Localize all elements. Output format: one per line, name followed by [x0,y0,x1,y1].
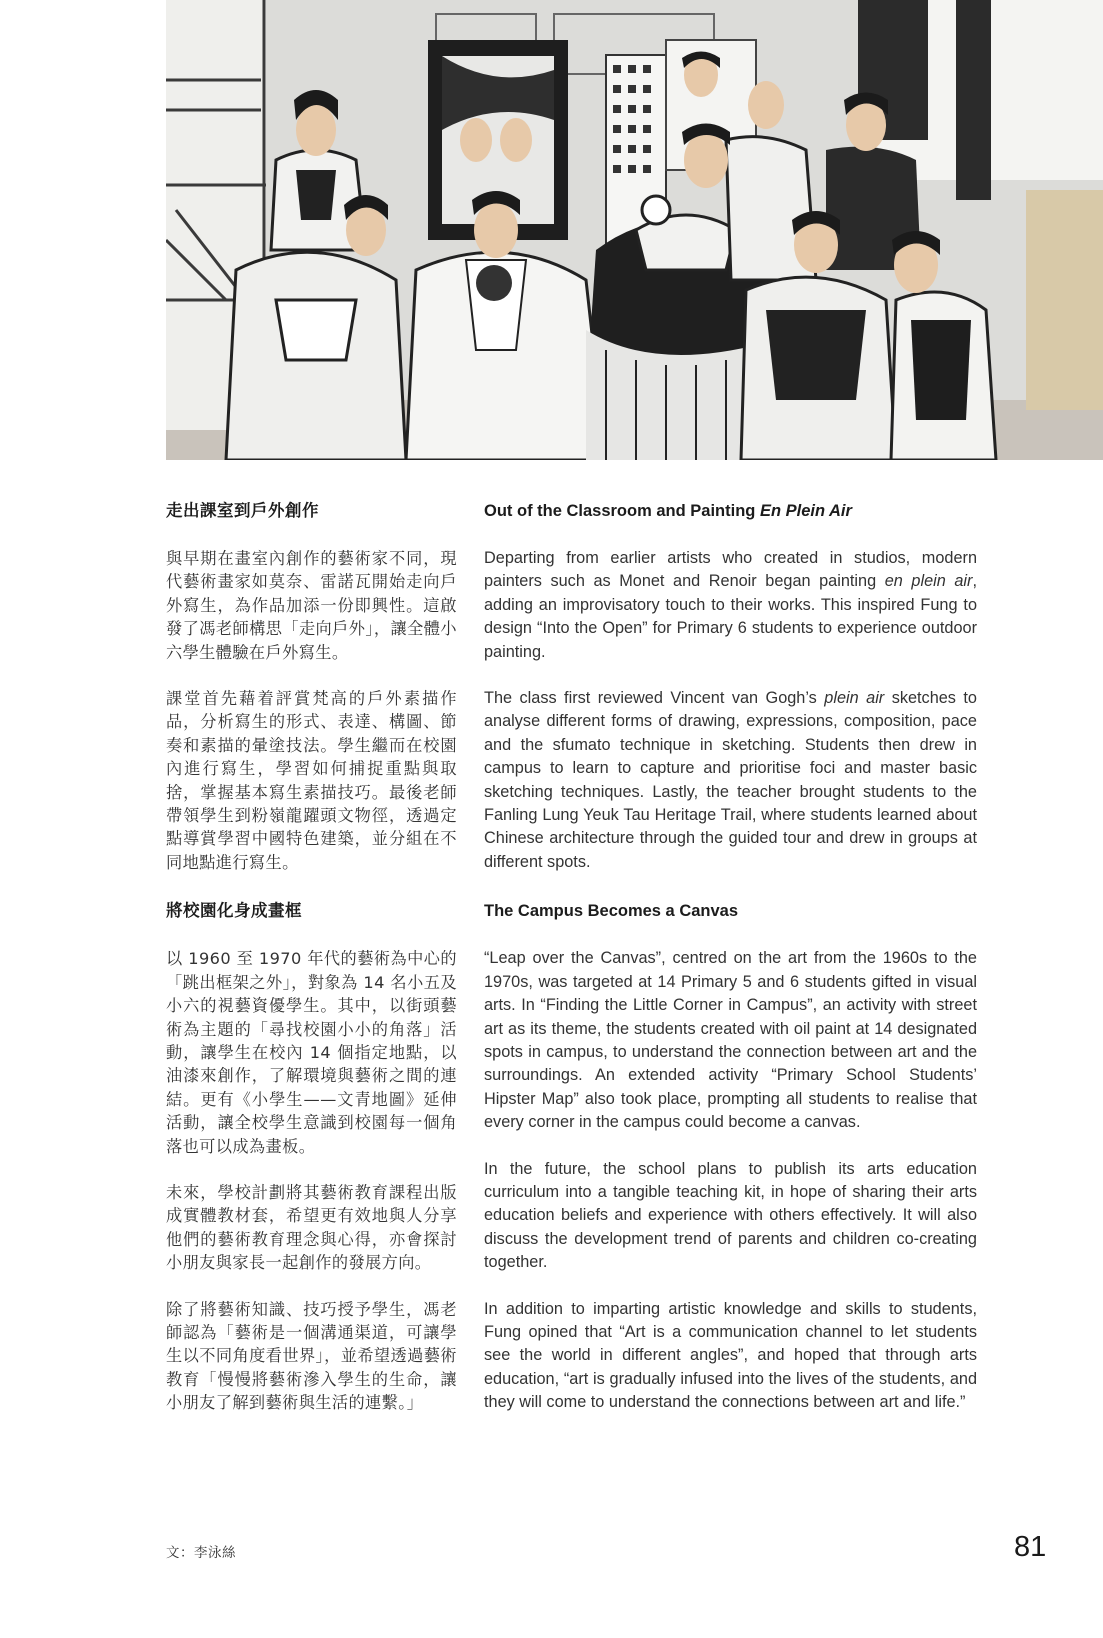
en-paragraph-1-c: , adding an improvisatory touch to their works. This inspired Fung to design “Into the Open” for Primary 6 students to experience outdoor painting. [484,572,977,661]
zh-paragraph-1: 與早期在畫室內創作的藝術家不同，現代藝術畫家如莫奈、雷諾瓦開始走向戶外寫生，為作品加添一份即興性。這啟發了馮老師構思「走向戶外」，讓全體小六學生體驗在戶外寫生。 [166,549,457,662]
en-paragraph-2 [484,687,977,874]
photo-illustration [166,0,1103,460]
en-heading-outdoor [484,497,977,525]
en-paragraph-1-a: Departing from earlier artists who created in studios, modern painters such as Monet and Renoir began painting [484,549,977,591]
en-paragraph-5: In addition to imparting artistic knowledge and skills to students, Fung opined that “Art is a communication channel to let students see the world in different angles”, and hoped that through arts education, “art is gradually infused into the lives of the students, and they will come to understand the connections between art and life.” [484,1299,977,1412]
chinese-column [166,497,457,1438]
page-number: 81 [1014,1531,1047,1563]
en-paragraph-3: “Leap over the Canvas”, centred on the art from the 1960s to the 1970s, was targeted at 14 Primary 5 and 6 students gifted in visual arts. In “Finding the Little Corner in Campus”, an activity with street art as its theme, the students created with oil paint at 14 designated spots in campus, to understand the connection between art and the surroundings. An extended activity “Primary School Students’ Hipster Map” also took place, prompting all students to realise that every corner in the campus could become a canvas. [484,949,977,1132]
english-column [484,497,977,1438]
en-paragraph-1-italic: en plein air [884,572,973,591]
en-heading-outdoor-main: Out of the Classroom and Painting [484,502,760,520]
en-paragraph-2-c: sketches to analyse different forms of drawing, expressions, composition, pace and the sfumato technique in sketching. Students then drew in campus to learn to capture and prioritise foci and master basic sketching techniques. Lastly, the teacher brought students to the Fanling Lung Yeuk Tau Heritage Trail, where students learned about Chinese architecture through the guided tour and drew in groups at different spots. [484,689,977,871]
zh-paragraph-2: 課堂首先藉着評賞梵高的戶外素描作品，分析寫生的形式、表達、構圖、節奏和素描的暈塗技法。學生繼而在校園內進行寫生，學習如何捕捉重點與取捨，掌握基本寫生素描技巧。最後老師帶領學生到粉嶺龍躍頭文物徑，透過定點導賞學習中國特色建築，並分組在不同地點進行寫生。 [166,689,457,872]
zh-paragraph-3: 以 1960 至 1970 年代的藝術為中心的「跳出框架之外」，對象為 14 名小五及小六的視藝資優學生。其中，以街頭藝術為主題的「尋找校園小小的角落」活動，讓學生在校內 14 個指定地點，以油漆來創作，了解環境與藝術之間的連結。更有《小學生——文青地圖》延伸活動，讓全校學生意識到校園每一個角落也可以成為畫板。 [166,949,457,1156]
article-photo [166,0,1103,460]
en-paragraph-4: In the future, the school plans to publish its arts education curriculum into a tangible teaching kit, in hope of sharing their arts education beliefs and experience with others effectively. It will also discuss the development trend of parents and children co-creating together. [484,1159,977,1272]
en-heading-outdoor-italic: En Plein Air [759,502,852,520]
zh-heading-outdoor: 走出課室到戶外創作 [166,501,319,520]
en-paragraph-1 [484,547,977,664]
author-credit: 文：李泳絲 [166,1545,236,1561]
en-paragraph-2-italic: plein air [824,689,885,708]
zh-paragraph-4: 未來，學校計劃將其藝術教育課程出版成實體教材套，希望更有效地與人分享他們的藝術教育理念與心得，亦會探討小朋友與家長一起創作的發展方向。 [166,1182,457,1273]
zh-heading-campus: 將校園化身成畫框 [166,901,302,921]
en-paragraph-2-a: The class first reviewed Vincent van Gogh’s [484,689,825,708]
zh-paragraph-5: 除了將藝術知識、技巧授予學生，馮老師認為「藝術是一個溝通渠道，可讓學生以不同角度看世界」，並希望透過藝術教育「慢慢將藝術滲入學生的生命，讓小朋友了解到藝術與生活的連繫。」 [166,1299,457,1413]
en-heading-campus: The Campus Becomes a Canvas [484,902,739,921]
